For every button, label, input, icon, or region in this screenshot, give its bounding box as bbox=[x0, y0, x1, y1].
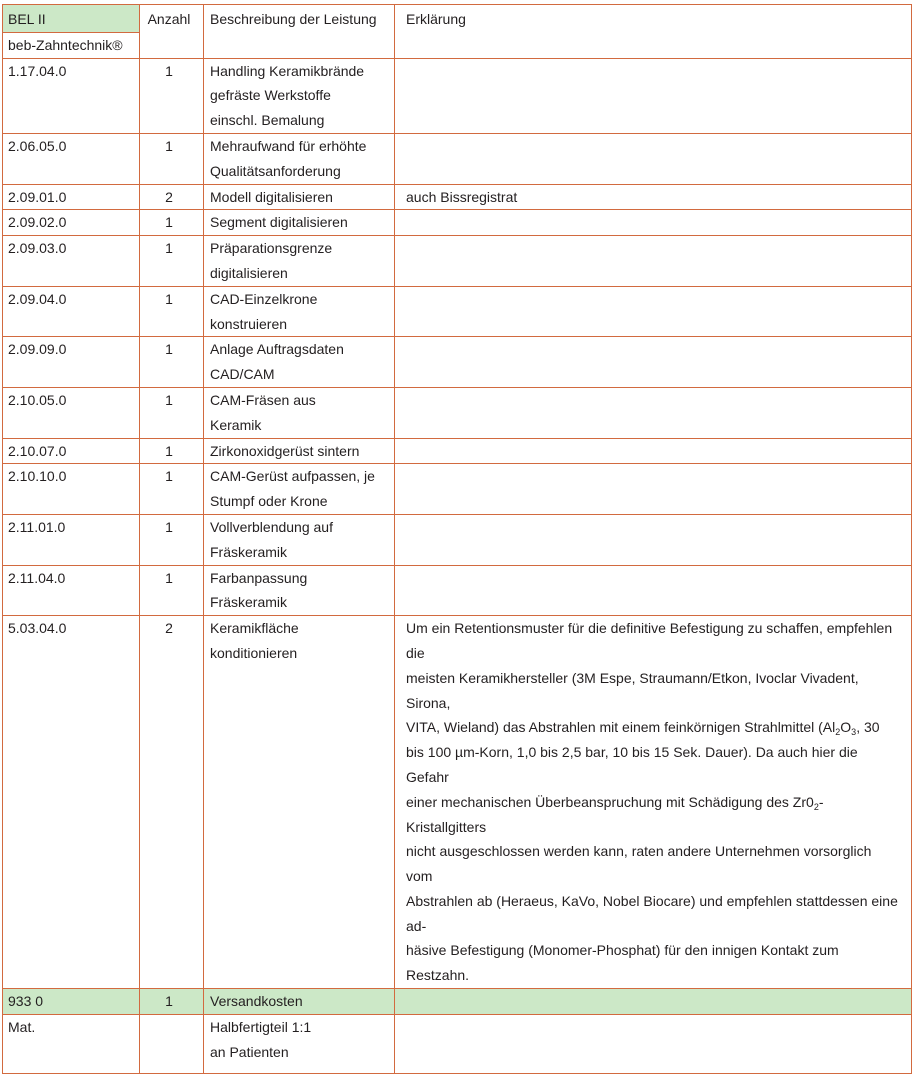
note-text: VITA, Wieland) das Abstrahlen mit einem feinkörnigen Strahlmittel (Al bbox=[406, 719, 836, 736]
table-row bbox=[3, 464, 912, 515]
cell-note bbox=[395, 565, 912, 616]
note-text: O bbox=[840, 719, 852, 736]
cell-code: Mat. bbox=[3, 1014, 140, 1073]
desc-line: Vollverblendung auf bbox=[210, 518, 333, 535]
desc-line: konditionieren bbox=[210, 644, 298, 661]
cell-qty: 1 bbox=[140, 337, 204, 388]
table-row bbox=[3, 58, 912, 133]
cell-code: 2.06.05.0 bbox=[3, 133, 140, 184]
desc-line: Fräskeramik bbox=[210, 543, 288, 560]
cell-qty bbox=[140, 1014, 204, 1073]
header-erklaerung: Erklärung bbox=[395, 5, 912, 59]
cell-desc bbox=[204, 337, 395, 388]
note-line: häsive Befestigung (Monomer-Phosphat) für den innigen Kontakt zum Restzahn. bbox=[406, 942, 839, 984]
cell-desc bbox=[204, 565, 395, 616]
subscript: 2 bbox=[835, 727, 841, 738]
cell-code: 2.09.04.0 bbox=[3, 286, 140, 337]
table-row bbox=[3, 210, 912, 236]
cell-note bbox=[395, 133, 912, 184]
cell-note bbox=[395, 387, 912, 438]
cell-note bbox=[395, 58, 912, 133]
header-row bbox=[3, 5, 912, 33]
desc-line: gefräste Werkstoffe bbox=[210, 87, 331, 104]
desc-line: Mehraufwand für erhöhte bbox=[210, 137, 367, 154]
table-body bbox=[3, 58, 912, 1073]
header-anzahl: Anzahl bbox=[140, 5, 204, 59]
cell-code: 2.09.01.0 bbox=[3, 184, 140, 210]
cell-desc bbox=[204, 464, 395, 515]
cell-code: 2.11.04.0 bbox=[3, 565, 140, 616]
cell-qty: 1 bbox=[140, 210, 204, 236]
desc-line: Qualitätsanforderung bbox=[210, 162, 341, 179]
desc-line: Modell digitalisieren bbox=[210, 188, 333, 205]
desc-line: Halbfertigteil 1:1 bbox=[210, 1018, 312, 1035]
note-line: Abstrahlen ab (Heraeus, KaVo, Nobel Biocare) und empfehlen stattdessen eine ad- bbox=[406, 892, 898, 934]
cell-note bbox=[395, 337, 912, 388]
cell-qty: 1 bbox=[140, 565, 204, 616]
note-line bbox=[406, 715, 901, 740]
desc-line: Keramikfläche bbox=[210, 620, 299, 637]
desc-line: Fräskeramik bbox=[210, 594, 288, 611]
cell-desc bbox=[204, 286, 395, 337]
table-row bbox=[3, 184, 912, 210]
desc-line: digitalisieren bbox=[210, 264, 288, 281]
note-line: bis 100 µm-Korn, 1,0 bis 2,5 bar, 10 bis 15 Sek. Dauer). Da auch hier die Gefahr bbox=[406, 744, 858, 785]
cell-desc bbox=[204, 438, 395, 464]
desc-line: Zirkonoxidgerüst sintern bbox=[210, 442, 360, 459]
desc-line: einschl. Bemalung bbox=[210, 112, 325, 129]
cell-code: 2.10.10.0 bbox=[3, 464, 140, 515]
subscript: 3 bbox=[851, 727, 857, 738]
header-beb: beb-Zahntechnik® bbox=[3, 32, 140, 58]
cell-desc bbox=[204, 58, 395, 133]
cell-note bbox=[395, 210, 912, 236]
cell-qty: 2 bbox=[140, 184, 204, 210]
cell-note bbox=[395, 514, 912, 565]
desc-line: CAM-Fräsen aus bbox=[210, 391, 316, 408]
cell-note: auch Bissregistrat bbox=[395, 184, 912, 210]
note-text: einer mechanischen Überbeanspruchung mit Schädigung des Zr0 bbox=[406, 793, 814, 810]
cell-note bbox=[395, 989, 912, 1015]
table-row bbox=[3, 133, 912, 184]
cell-note bbox=[395, 616, 912, 989]
table-row-versandkosten bbox=[3, 989, 912, 1015]
desc-line: Segment digitalisieren bbox=[210, 214, 348, 231]
note-text: , 30 bbox=[856, 719, 880, 736]
cell-code: 2.11.01.0 bbox=[3, 514, 140, 565]
cell-qty: 1 bbox=[140, 58, 204, 133]
cell-desc: Versandkosten bbox=[204, 989, 395, 1015]
header-bel: BEL II bbox=[3, 5, 140, 33]
cell-qty: 1 bbox=[140, 133, 204, 184]
cell-note bbox=[395, 1014, 912, 1073]
cell-desc bbox=[204, 1014, 395, 1073]
cell-qty: 1 bbox=[140, 464, 204, 515]
note-line: meisten Keramikhersteller (3M Espe, Straumann/Etkon, Ivoclar Vivadent, Sirona, bbox=[406, 669, 859, 711]
desc-line: Präparationsgrenze bbox=[210, 240, 333, 257]
desc-line: CAD-Einzelkrone bbox=[210, 290, 318, 307]
cell-qty: 1 bbox=[140, 236, 204, 287]
cell-note bbox=[395, 464, 912, 515]
table-row bbox=[3, 514, 912, 565]
table-row bbox=[3, 387, 912, 438]
cell-desc bbox=[204, 236, 395, 287]
cell-note bbox=[395, 438, 912, 464]
cell-code: 933 0 bbox=[3, 989, 140, 1015]
note-line bbox=[406, 790, 901, 840]
cell-qty: 1 bbox=[140, 989, 204, 1015]
cell-desc bbox=[204, 514, 395, 565]
table-row bbox=[3, 286, 912, 337]
cell-note bbox=[395, 236, 912, 287]
desc-line: Farbanpassung bbox=[210, 569, 308, 586]
cell-code: 2.10.07.0 bbox=[3, 438, 140, 464]
cell-desc bbox=[204, 616, 395, 989]
cell-qty: 1 bbox=[140, 438, 204, 464]
table-row bbox=[3, 236, 912, 287]
table-row bbox=[3, 337, 912, 388]
cell-desc bbox=[204, 133, 395, 184]
cell-qty: 1 bbox=[140, 387, 204, 438]
note-text: -Kristallgitters bbox=[406, 793, 824, 835]
desc-line: CAM-Gerüst aufpassen, je bbox=[210, 468, 375, 485]
cell-note bbox=[395, 286, 912, 337]
table-row bbox=[3, 438, 912, 464]
cell-code: 1.17.04.0 bbox=[3, 58, 140, 133]
desc-line: Anlage Auftragsdaten bbox=[210, 341, 344, 358]
desc-line: Keramik bbox=[210, 416, 262, 433]
cell-qty: 1 bbox=[140, 286, 204, 337]
table-row-material bbox=[3, 1014, 912, 1073]
table-row-konditionieren bbox=[3, 616, 912, 989]
cell-qty: 2 bbox=[140, 616, 204, 989]
cell-code: 5.03.04.0 bbox=[3, 616, 140, 989]
cell-qty: 1 bbox=[140, 514, 204, 565]
subscript: 2 bbox=[813, 801, 819, 812]
note-line: Um ein Retentionsmuster für die definitive Befestigung zu schaffen, empfehlen die bbox=[406, 620, 893, 661]
desc-line: Stumpf oder Krone bbox=[210, 493, 328, 510]
cell-code: 2.09.09.0 bbox=[3, 337, 140, 388]
note-line: nicht ausgeschlossen werden kann, raten andere Unternehmen vorsorglich vom bbox=[406, 843, 872, 885]
desc-line: an Patienten bbox=[210, 1043, 289, 1060]
cell-code: 2.09.02.0 bbox=[3, 210, 140, 236]
desc-line: CAD/CAM bbox=[210, 366, 275, 383]
table-row bbox=[3, 565, 912, 616]
header-beschreibung: Beschreibung der Leistung bbox=[204, 5, 395, 59]
cell-desc bbox=[204, 387, 395, 438]
desc-line: konstruieren bbox=[210, 315, 288, 332]
cell-desc bbox=[204, 184, 395, 210]
desc-line: Handling Keramikbrände bbox=[210, 62, 365, 79]
cell-code: 2.09.03.0 bbox=[3, 236, 140, 287]
cell-code: 2.10.05.0 bbox=[3, 387, 140, 438]
cell-desc bbox=[204, 210, 395, 236]
leistungs-table bbox=[2, 4, 912, 1074]
